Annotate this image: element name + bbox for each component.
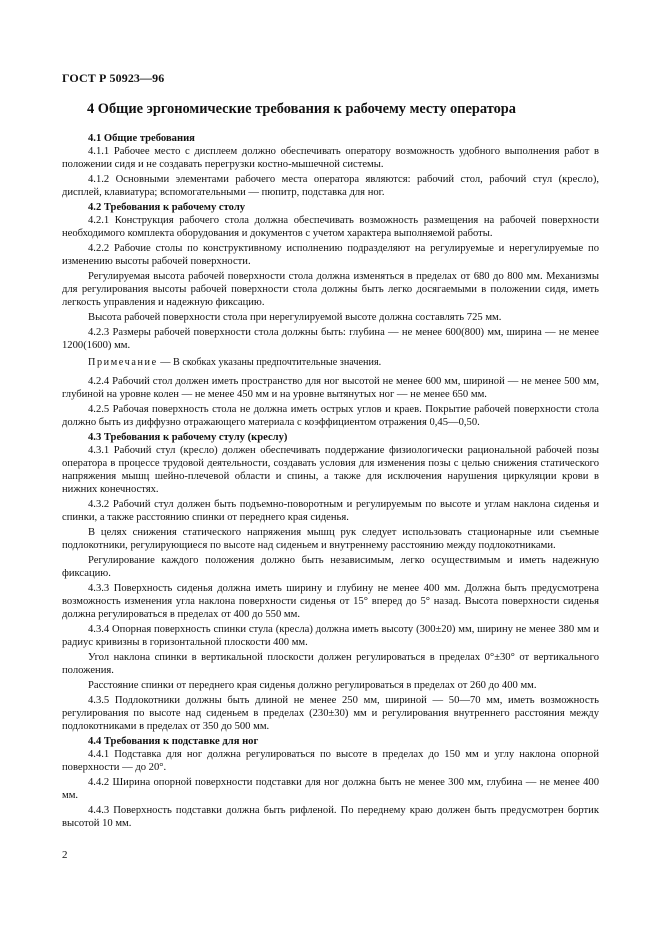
subsection-title-4-4: 4.4 Требования к подставке для ног	[88, 736, 259, 747]
document-body	[62, 100, 599, 832]
paragraph: 4.2.4 Рабочий стол должен иметь пространство для ног высотой не менее 600 мм, шириной — не менее 500 мм, глубиной на уровне колен — не менее 450 мм и на уровне вытянутых ног — не менее 650 мм.	[62, 376, 599, 400]
paragraph: Угол наклона спинки в вертикальной плоскости должен регулироваться в пределах 0°±30° от вертикального положения.	[62, 652, 599, 676]
page-number: 2	[62, 849, 68, 861]
paragraph: Расстояние спинки от переднего края сиденья должно регулироваться в пределах от 260 до 400 мм.	[88, 680, 537, 691]
subsection-title-4-2: 4.2 Требования к рабочему столу	[88, 202, 246, 213]
paragraph: 4.2.3 Размеры рабочей поверхности стола должны быть: глубина — не менее 600(800) мм, ширина — не менее 1200(1600) мм.	[62, 327, 599, 351]
paragraph: Высота рабочей поверхности стола при нерегулируемой высоте должна составлять 725 мм.	[88, 312, 502, 323]
subsection-title-4-1: 4.1 Общие требования	[88, 133, 195, 144]
paragraph: 4.2.5 Рабочая поверхность стола не должна иметь острых углов и краев. Покрытие рабочей поверхности стола должно быть из диффузно отражающего материала с коэффициентом отражения 0,45—0,50.	[62, 404, 599, 428]
document-header: ГОСТ Р 50923—96	[62, 71, 165, 85]
paragraph: 4.3.3 Поверхность сиденья должна иметь ширину и глубину не менее 400 мм. Должна быть предусмотрена возможность изменения угла наклона поверхности сиденья от 15° вперед до 5° назад. Высота поверхности сиденья должна регулироваться в пределах от 400 до 550 мм.	[62, 583, 599, 620]
note-label: Примечание	[88, 357, 158, 368]
paragraph: 4.4.1 Подставка для ног должна регулироваться по высоте в пределах до 150 мм и углу наклона опорной поверхности — до 20°.	[62, 749, 599, 773]
paragraph: 4.3.4 Опорная поверхность спинки стула (кресла) должна иметь высоту (300±20) мм, ширину не менее 380 мм и радиус кривизны в горизонтальной плоскости 400 мм.	[62, 624, 599, 648]
note	[88, 356, 599, 369]
paragraph: 4.1.2 Основными элементами рабочего места оператора являются: рабочий стол, рабочий стул (кресло), дисплей, клавиатура; вспомогательными — пюпитр, подставка для ног.	[62, 174, 599, 198]
paragraph: 4.2.2 Рабочие столы по конструктивному исполнению подразделяют на регулируемые и нерегулируемые по изменению высоты рабочей поверхности.	[62, 243, 599, 267]
note-text: — В скобках указаны предпочтительные значения.	[157, 357, 382, 368]
paragraph: 4.3.1 Рабочий стул (кресло) должен обеспечивать поддержание физиологически рациональной рабочей позы оператора в процессе трудовой деятельности, создавать условия для изменения позы с целью снижения статического напряжения мышц шейно-плечевой области и спины, а также для исключения нарушения циркуляции крови в нижних конечностях.	[62, 445, 599, 495]
subsection-title-4-3: 4.3 Требования к рабочему стулу (креслу)	[88, 432, 288, 443]
paragraph: Регулирование каждого положения должно быть независимым, легко осуществимым и иметь надежную фиксацию.	[62, 555, 599, 579]
paragraph: 4.4.2 Ширина опорной поверхности подставки для ног должна быть не менее 300 мм, глубина — не менее 400 мм.	[62, 777, 599, 801]
paragraph: 4.1.1 Рабочее место с дисплеем должно обеспечивать оператору возможность удобного выполнения работ в положении сидя и не создавать перегрузки костно-мышечной системы.	[62, 146, 599, 170]
paragraph: 4.3.2 Рабочий стул должен быть подъемно-поворотным и регулируемым по высоте и углам наклона сиденья и спинки, а также расстоянию спинки от переднего края сиденья.	[62, 499, 599, 523]
section-title: 4 Общие эргономические требования к рабочему месту оператора	[87, 101, 516, 117]
paragraph: 4.2.1 Конструкция рабочего стола должна обеспечивать возможность размещения на рабочей поверхности необходимого комплекта оборудования и документов с учетом характера выполняемой работы.	[62, 215, 599, 239]
paragraph: 4.3.5 Подлокотники должны быть длиной не менее 250 мм, шириной — 50—70 мм, иметь возможность регулирования по высоте над сиденьем в пределах (230±30) мм и регулирования внутреннего расстояния между подлокотниками в пределах от 350 до 500 мм.	[62, 695, 599, 732]
paragraph: 4.4.3 Поверхность подставки должна быть рифленой. По переднему краю должен быть предусмотрен бортик высотой 10 мм.	[62, 805, 599, 829]
paragraph: В целях снижения статического напряжения мышц рук следует использовать стационарные или съемные подлокотники, регулирующиеся по высоте над сиденьем и внутреннему расстоянию между подлокотниками.	[62, 527, 599, 551]
paragraph: Регулируемая высота рабочей поверхности стола должна изменяться в пределах от 680 до 800 мм. Механизмы для регулирования высоты рабочей поверхности стола должны быть легко досягаемыми в положении сидя, иметь легкость управления и надежную фиксацию.	[62, 271, 599, 308]
